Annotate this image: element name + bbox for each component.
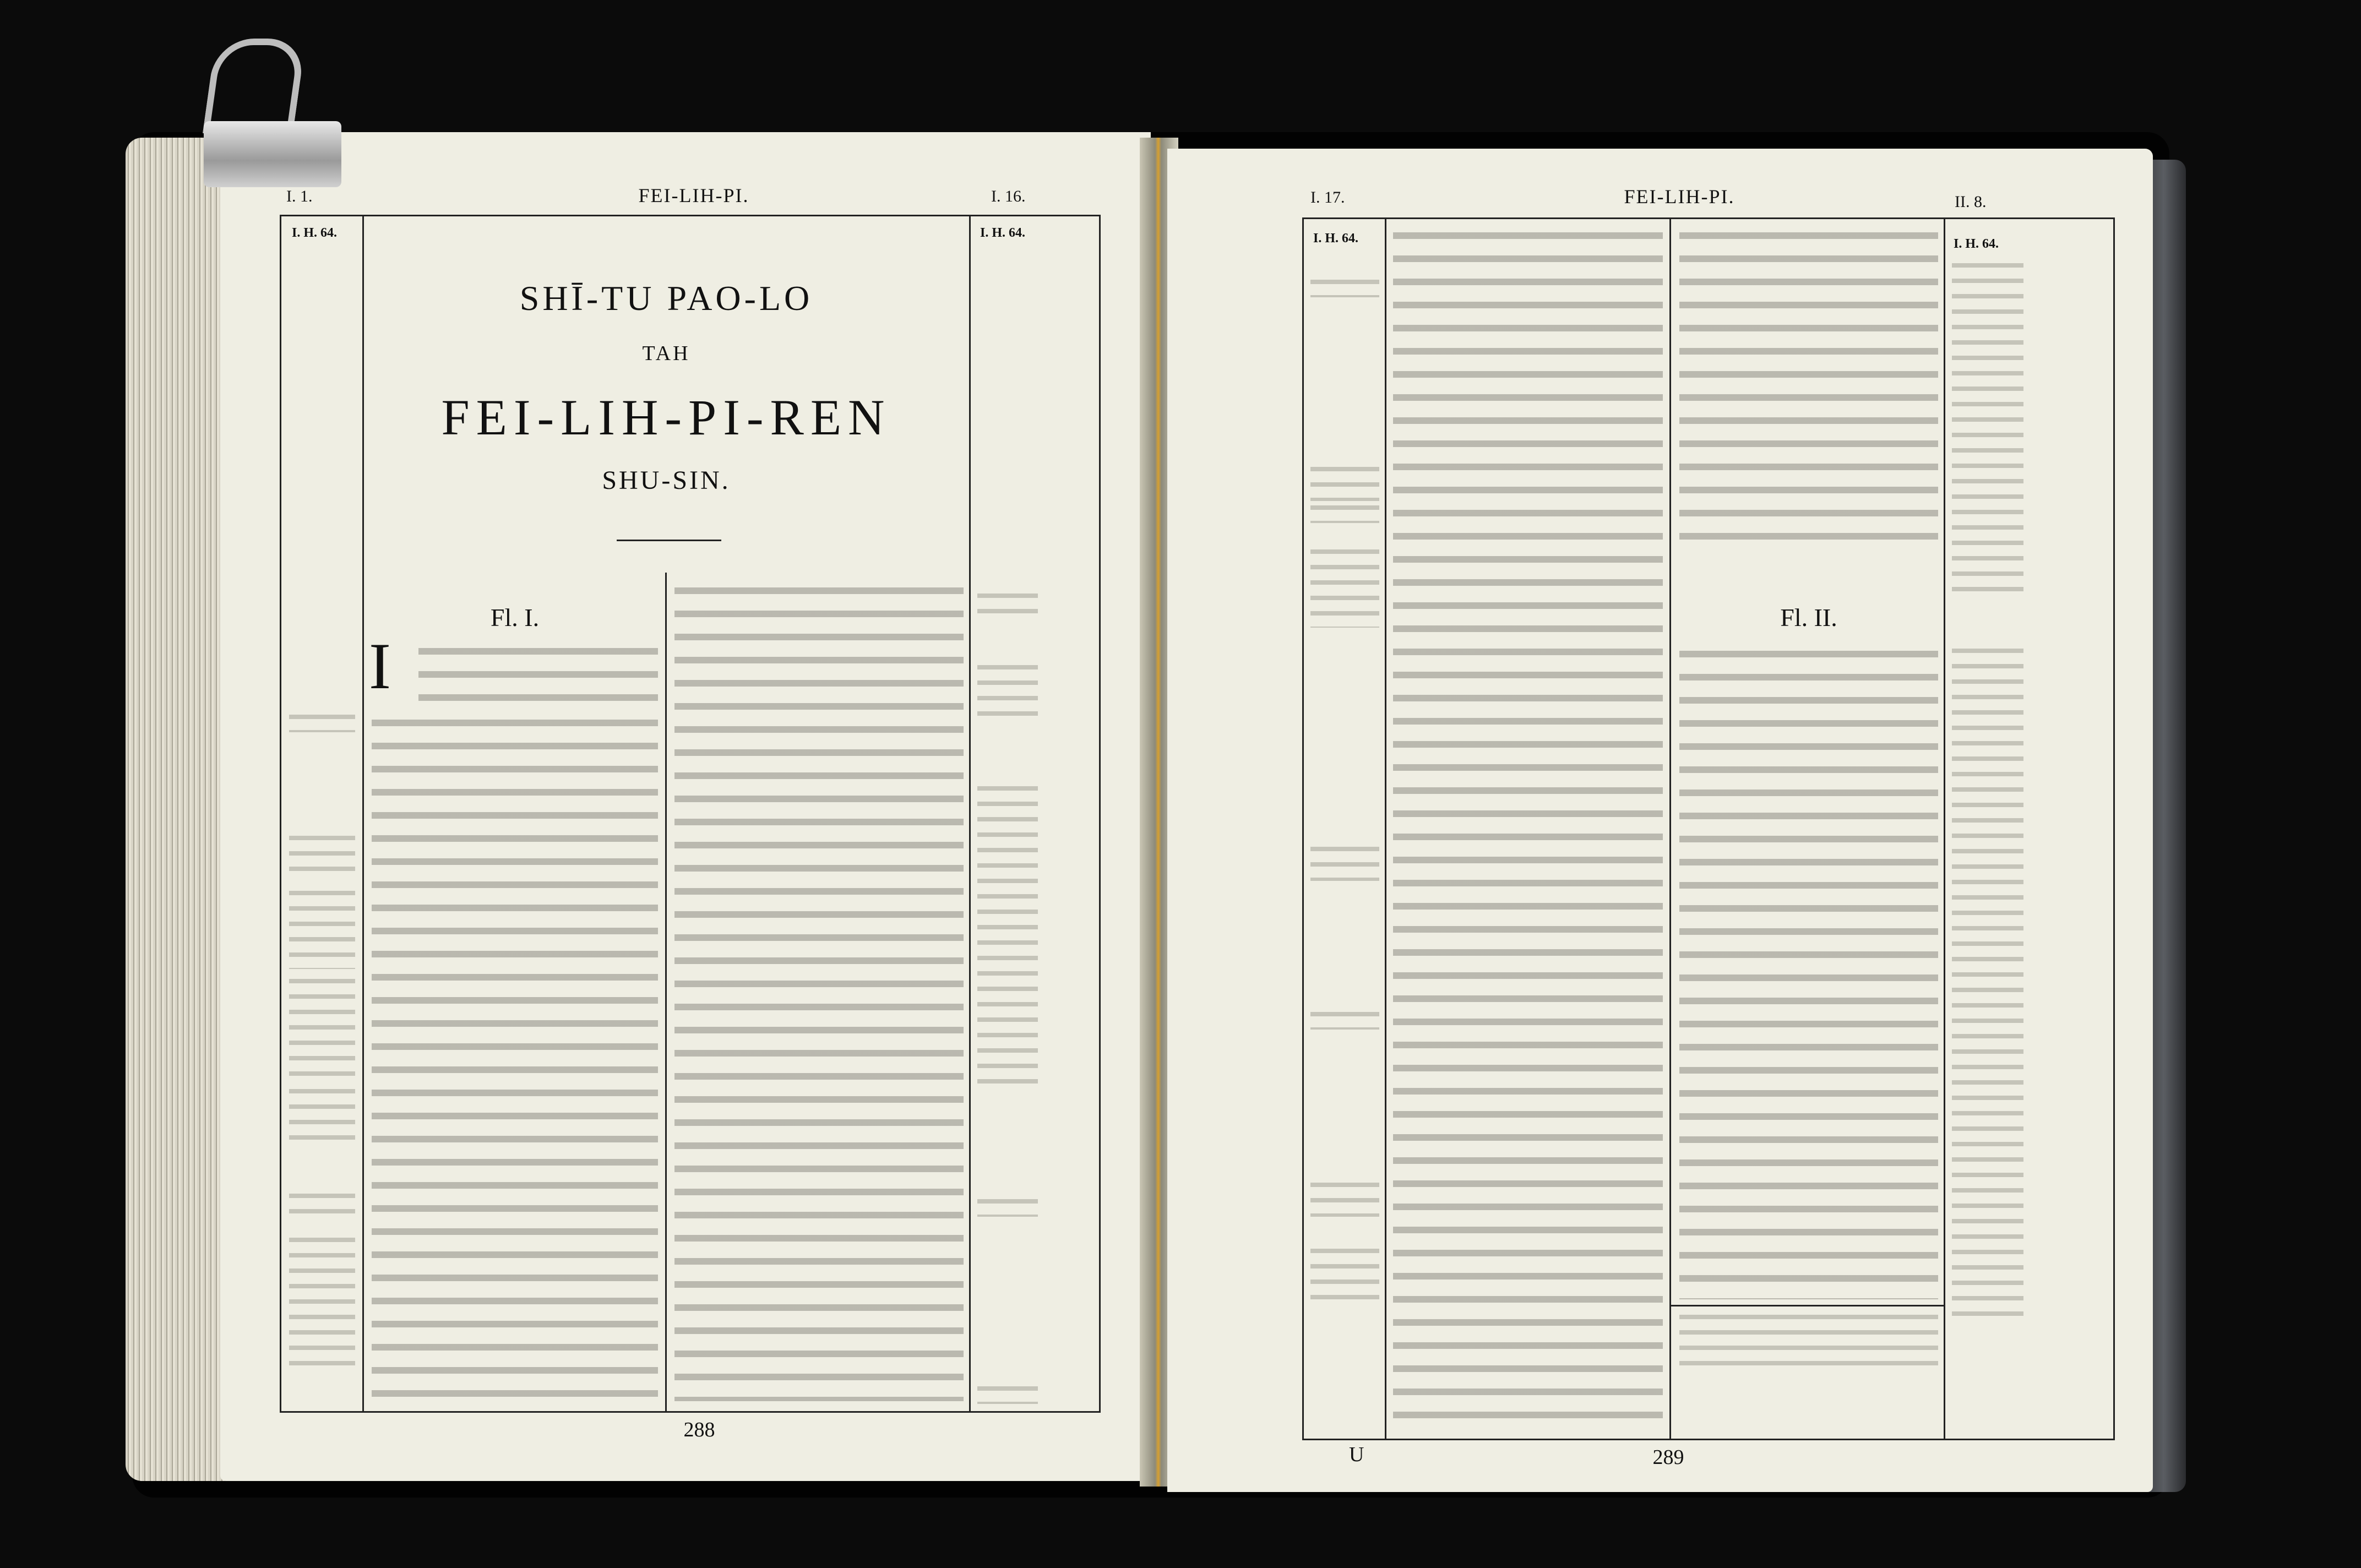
column-rule — [665, 573, 667, 1412]
column-1-text — [372, 713, 658, 1401]
title-divider — [617, 540, 721, 541]
right-header-left: I. 17. — [1310, 188, 1345, 206]
xref-left-1 — [289, 710, 355, 732]
title-line-1: SHĪ-TU PAO-LO — [519, 279, 813, 318]
xref-left-8 — [1310, 1244, 1379, 1305]
drop-cap: I — [369, 629, 391, 703]
footnote-text — [1679, 1310, 1938, 1371]
footnote-rule — [1671, 1305, 1944, 1306]
right-page — [1167, 149, 2153, 1492]
left-xref-rule — [362, 215, 364, 1412]
xref-left-3 — [289, 886, 355, 969]
column-2-text — [674, 581, 964, 1401]
xref-head-right: I. H. 64. — [1954, 237, 1999, 251]
xref-left-7 — [1310, 1178, 1379, 1217]
xref-right-5 — [977, 1382, 1038, 1404]
right-xref-rule — [1944, 217, 1945, 1440]
xref-right-2 — [977, 661, 1038, 721]
xref-left-1 — [1310, 275, 1379, 297]
binder-clip-wire — [203, 39, 306, 133]
column-2-text-top — [1679, 226, 1938, 545]
right-xref-rule — [969, 215, 971, 1412]
title-line-4: SHU-SIN. — [602, 466, 731, 495]
left-page — [220, 132, 1151, 1481]
signature-mark: U — [1349, 1443, 1364, 1466]
xref-left-2 — [289, 831, 355, 875]
binder-clip — [204, 121, 341, 187]
left-header-center: FEI-LIH-PI. — [638, 184, 749, 206]
xref-head-left: I. H. 64. — [292, 226, 338, 240]
page-number: 289 — [1652, 1446, 1684, 1469]
xref-left-5 — [1310, 842, 1379, 881]
xref-left-4 — [289, 974, 355, 1079]
right-header-center: FEI-LIH-PI. — [1624, 186, 1735, 208]
xref-head-right: I. H. 64. — [980, 226, 1026, 240]
xref-right-3 — [977, 782, 1038, 1090]
left-header-left: I. 1. — [286, 187, 313, 205]
chapter-heading: Fl. I. — [490, 603, 540, 631]
xref-left-3 — [1310, 501, 1379, 523]
left-xref-rule — [1385, 217, 1386, 1440]
xref-left-5 — [289, 1085, 355, 1145]
xref-left-6 — [1310, 1008, 1379, 1030]
page-number: 288 — [683, 1418, 715, 1441]
column-rule — [1669, 217, 1671, 1440]
chapter-heading: Fl. II. — [1780, 603, 1837, 631]
page-edges — [126, 138, 225, 1481]
xref-right-2 — [1952, 644, 2023, 1316]
xref-right-1 — [977, 589, 1038, 622]
title-line-2: TAH — [642, 342, 690, 365]
xref-head-left: I. H. 64. — [1313, 231, 1359, 246]
xref-left-4 — [1310, 545, 1379, 628]
xref-left-6 — [289, 1189, 355, 1222]
xref-left-2 — [1310, 462, 1379, 501]
xref-right-1 — [1952, 259, 2023, 600]
column-1-text-top — [418, 641, 658, 713]
xref-right-4 — [977, 1195, 1038, 1217]
xref-left-7 — [289, 1233, 355, 1365]
column-2-text — [1679, 644, 1938, 1299]
title-line-3: FEI-LIH-PI-REN — [441, 389, 891, 445]
column-1-text — [1393, 226, 1663, 1431]
left-header-right: I. 16. — [991, 187, 1026, 205]
right-header-right: II. 8. — [1955, 193, 1987, 211]
